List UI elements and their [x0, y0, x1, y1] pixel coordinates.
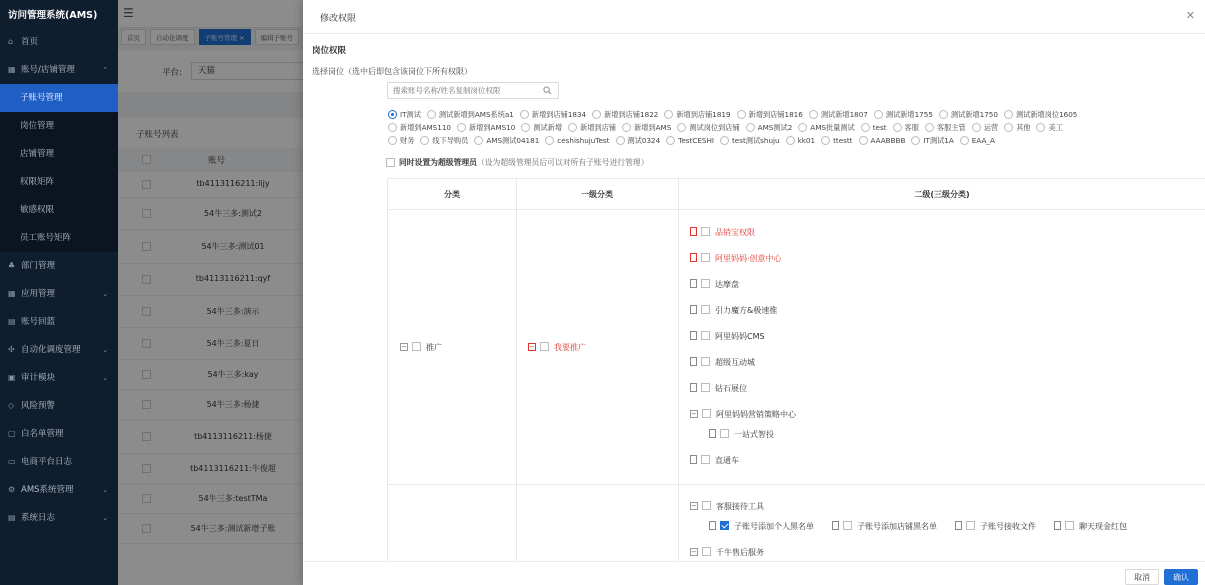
position-radio-option[interactable] — [543, 136, 609, 146]
checkbox[interactable] — [702, 547, 711, 556]
radio[interactable] — [720, 136, 729, 145]
radio[interactable] — [622, 123, 631, 132]
super-admin-checkbox[interactable] — [386, 158, 395, 167]
radio[interactable] — [1004, 110, 1013, 119]
account-name: 54牛三多:测试2 — [204, 209, 262, 218]
radio[interactable] — [677, 123, 686, 132]
file-icon — [1054, 521, 1061, 530]
account-name: 54牛三多:杨捷 — [206, 400, 260, 409]
search-icon[interactable] — [543, 86, 552, 95]
node-label: 子账号添加店铺黑名单 — [857, 522, 937, 531]
sidebar-item-label: 首页 — [21, 37, 39, 47]
position-radio-option[interactable] — [386, 123, 451, 133]
monitor-icon: ▭ — [8, 457, 16, 466]
position-label: 测试新增到AMS系统a1 — [438, 110, 514, 119]
sidebar-item-whitelist[interactable] — [0, 420, 118, 448]
position-radio-option[interactable] — [386, 110, 421, 120]
row-divider — [388, 484, 1205, 485]
level3-node[interactable] — [709, 429, 774, 441]
position-label: 运营 — [983, 123, 999, 132]
app-title: 访问管理系统(AMS) — [8, 10, 98, 21]
position-radio-option[interactable] — [566, 123, 616, 133]
position-radio-option[interactable] — [590, 110, 658, 120]
file-icon — [690, 253, 697, 262]
position-label: 新增到店铺1819 — [676, 110, 731, 119]
position-label: IT测试1A — [923, 136, 954, 145]
checkbox[interactable] — [701, 357, 710, 366]
sidebar-item-audit[interactable] — [0, 364, 118, 392]
position-radio-option[interactable] — [519, 123, 562, 133]
divider — [303, 33, 1205, 34]
sidebar-item-apps[interactable] — [0, 280, 118, 308]
checkbox-checked[interactable] — [720, 521, 729, 530]
position-radio-option[interactable] — [859, 123, 887, 133]
node-label: 直通车 — [715, 456, 739, 465]
sidebar-item-recycle[interactable] — [0, 308, 118, 336]
position-label: 新增到AMS — [634, 123, 672, 132]
node-label: 钻石展位 — [715, 384, 747, 393]
radio[interactable] — [859, 136, 868, 145]
radio[interactable] — [893, 123, 902, 132]
position-radio-option[interactable] — [891, 123, 919, 133]
node-label: 千牛售后服务 — [716, 548, 764, 557]
position-radio-option[interactable] — [518, 110, 586, 120]
sidebar-subitem-matrix[interactable]: 权限矩阵 — [0, 168, 118, 196]
checkbox[interactable] — [843, 521, 852, 530]
shield-icon: ◇ — [8, 401, 15, 410]
home-icon: ⌂ — [8, 37, 14, 46]
level3-node[interactable] — [955, 521, 1036, 533]
collapse-icon[interactable]: − — [691, 409, 697, 418]
radio[interactable] — [911, 136, 920, 145]
position-label: ceshishujuTest — [557, 136, 610, 145]
file-icon — [955, 521, 962, 530]
account-name: 54牛三多:夏日 — [206, 339, 260, 348]
collapse-icon[interactable]: − — [691, 501, 697, 510]
radio[interactable] — [972, 123, 981, 132]
sidebar-item-risk[interactable] — [0, 392, 118, 420]
grid-icon: ▦ — [8, 65, 16, 74]
sidebar-item-label: 账号回篮 — [21, 317, 56, 327]
radio[interactable] — [474, 136, 483, 145]
position-label: 测试新增岗位1605 — [1015, 110, 1078, 119]
radio[interactable] — [388, 136, 397, 145]
level2-node[interactable] — [690, 279, 739, 291]
account-name: tb4113116211:lijy — [196, 179, 270, 188]
sidebar-item-dept[interactable] — [0, 252, 118, 280]
collapse-icon[interactable]: − — [529, 342, 535, 351]
account-name: 54牛三多:测试新增子账 — [190, 524, 276, 533]
checkbox[interactable] — [701, 253, 710, 262]
account-name: 54牛三多:测试01 — [201, 242, 265, 251]
tab-subaccount[interactable]: 子账号管理 × — [199, 29, 251, 45]
collapse-icon[interactable]: − — [691, 547, 697, 556]
level3-node[interactable] — [709, 521, 814, 533]
sidebar-item-label: 自动化调度管理 — [21, 345, 81, 355]
modal-mask[interactable] — [118, 0, 305, 585]
sidebar-item-accounts[interactable] — [0, 56, 118, 84]
position-radio-option[interactable] — [614, 136, 661, 146]
level2-node[interactable] — [690, 227, 755, 239]
file-icon — [690, 383, 697, 392]
node-label: 品销宝权限 — [715, 228, 755, 237]
file-icon — [709, 429, 716, 438]
position-label: 新增到AMS10 — [468, 123, 516, 132]
level2-node[interactable] — [690, 357, 755, 369]
column-header-level1: 一级分类 — [581, 190, 613, 199]
checkbox[interactable] — [702, 409, 711, 418]
checkbox[interactable] — [701, 383, 710, 392]
position-label: 新增到店铺1816 — [748, 110, 803, 119]
position-radio-option[interactable] — [958, 136, 995, 146]
radio[interactable] — [798, 123, 807, 132]
sidebar-item-syslog[interactable] — [0, 504, 118, 532]
confirm-button[interactable]: 确认 — [1164, 569, 1198, 585]
sidebar-subitem-positions[interactable]: 岗位管理 — [0, 112, 118, 140]
level3-node[interactable] — [1054, 521, 1127, 533]
doc-icon: ▤ — [8, 317, 16, 326]
node-label: 阿里妈妈·创意中心 — [715, 254, 782, 263]
position-radio-option[interactable] — [664, 136, 714, 146]
file-icon — [690, 227, 697, 236]
position-radio-option[interactable] — [857, 136, 906, 146]
level2-node[interactable] — [690, 501, 764, 513]
account-name: tb4113116211:牛俊超 — [190, 464, 276, 473]
checkbox[interactable] — [720, 429, 729, 438]
radio[interactable] — [666, 136, 675, 145]
file-icon: ▤ — [8, 513, 16, 522]
collapse-icon[interactable]: − — [401, 342, 407, 351]
chevron-up-icon: ⌃ — [102, 66, 108, 74]
position-label: EAA_A — [971, 136, 995, 145]
position-label: AMS测试2 — [757, 123, 793, 132]
position-label: 新增到店铺1834 — [531, 110, 587, 119]
radio[interactable] — [664, 110, 673, 119]
radio[interactable] — [861, 123, 870, 132]
position-radio-option[interactable] — [472, 136, 539, 146]
radio[interactable] — [1036, 123, 1045, 132]
sidebar-item-label: 审计模块 — [21, 373, 56, 383]
gear-icon: ✣ — [8, 345, 15, 354]
position-label: kk01 — [797, 136, 816, 145]
node-label: 子账号添加个人黑名单 — [734, 522, 814, 531]
radio[interactable] — [939, 110, 948, 119]
radio[interactable] — [821, 136, 830, 145]
level2-node[interactable] — [690, 409, 796, 421]
sidebar-subitem-shops[interactable]: 店铺管理 — [0, 140, 118, 168]
node-label: 客服接待工具 — [716, 502, 764, 511]
cancel-button[interactable]: 取消 — [1125, 569, 1159, 585]
position-label: 美工 — [1048, 123, 1063, 132]
platform-label: 平台: — [162, 68, 182, 78]
position-radio-option[interactable] — [784, 136, 815, 146]
grid-icon: ▦ — [8, 289, 16, 298]
position-label: test测试shuju — [731, 136, 780, 145]
position-label: 客服 — [904, 123, 919, 132]
radio[interactable] — [592, 110, 601, 119]
position-radio-option[interactable] — [675, 123, 739, 133]
checkbox[interactable] — [966, 521, 975, 530]
file-icon — [690, 455, 697, 464]
radio[interactable] — [520, 110, 529, 119]
section-title: 岗位权限 — [312, 46, 347, 56]
menu-toggle-icon[interactable]: ☰ — [123, 6, 134, 20]
position-radio-option[interactable] — [1002, 123, 1030, 133]
position-label: AMS批量测试 — [810, 123, 855, 132]
account-name: tb4113116211:杨捷 — [194, 432, 272, 441]
level1-node-promote[interactable] — [528, 342, 586, 354]
position-label: 客服主管 — [936, 123, 966, 132]
chevron-down-icon: ⌄ — [102, 374, 108, 382]
position-radio-option[interactable] — [662, 110, 730, 120]
position-radio-option[interactable] — [735, 110, 803, 120]
level2-node[interactable] — [690, 455, 739, 467]
sidebar-item-label: 风险预警 — [21, 401, 56, 411]
column-header-account: 账号 — [208, 156, 226, 166]
platform-select[interactable]: 天猫 — [191, 62, 311, 80]
radio-selected[interactable] — [388, 110, 397, 119]
position-options-row-2 — [386, 123, 1067, 135]
position-radio-option[interactable] — [455, 123, 515, 133]
radio[interactable] — [960, 136, 969, 145]
sidebar-item-label: 应用管理 — [21, 289, 56, 299]
position-label: 其他 — [1016, 123, 1031, 132]
sidebar-item-label: 系统日志 — [21, 513, 56, 523]
list-title: 子账号列表 — [136, 130, 179, 140]
checkbox[interactable] — [1065, 521, 1074, 530]
level2-node[interactable] — [690, 547, 764, 559]
position-radio-option[interactable] — [386, 136, 414, 146]
sidebar-item-label: 账号/店铺管理 — [21, 65, 75, 75]
position-label: 测试新增1755 — [885, 110, 933, 119]
position-label: 测试0324 — [627, 136, 661, 145]
position-label: 测试新增 — [533, 123, 563, 132]
category-node-promotion[interactable] — [400, 342, 442, 354]
file-icon — [690, 279, 697, 288]
node-label: 阿里妈妈CMS — [715, 332, 765, 341]
position-label: ttestt — [833, 136, 853, 145]
position-radio-option[interactable] — [1002, 110, 1077, 120]
chevron-down-icon: ⌄ — [102, 290, 108, 298]
account-name: tb4113116211:qyf — [195, 274, 271, 283]
node-label: 引力魔方&极速推 — [715, 306, 778, 315]
column-header-level2: 二级(三级分类) — [914, 190, 970, 199]
column-divider — [516, 179, 517, 585]
tab-scheduler[interactable]: 自动化调度 — [150, 29, 195, 45]
file-icon — [690, 305, 697, 314]
radio[interactable] — [545, 136, 554, 145]
position-label: 新增到店铺 — [580, 123, 617, 132]
sidebar-item-label: AMS系统管理 — [21, 485, 74, 495]
file-icon — [690, 331, 697, 340]
tab-edit-subaccount[interactable]: 编辑子账号 — [255, 29, 300, 45]
position-radio-option[interactable] — [620, 123, 671, 133]
sidebar-item-label: 白名单管理 — [21, 429, 64, 439]
position-radio-option[interactable] — [425, 110, 514, 120]
drawer-footer — [303, 561, 1205, 585]
level2-node[interactable] — [690, 253, 782, 265]
sidebar-item-ecom-log[interactable] — [0, 448, 118, 476]
level2-node[interactable] — [690, 383, 747, 395]
position-label: 测试新增1750 — [950, 110, 998, 119]
node-label: 子账号接收文件 — [980, 522, 1036, 531]
position-label: IT测试 — [400, 110, 421, 119]
account-name: 54牛三多:演示 — [206, 307, 260, 316]
copy-permission-search-input[interactable] — [387, 82, 559, 99]
position-radio-option[interactable] — [807, 110, 868, 120]
column-header-category: 分类 — [444, 190, 460, 199]
position-label: 线下导购员 — [432, 136, 469, 145]
position-options-row-3 — [386, 136, 999, 148]
checkbox[interactable] — [701, 227, 710, 236]
permission-table — [387, 178, 1205, 585]
table-header — [388, 179, 1205, 210]
super-admin-label: 同时设置为超级管理员 — [399, 158, 477, 167]
node-label: 达摩盘 — [715, 280, 739, 289]
position-radio-option[interactable] — [923, 123, 966, 133]
checkbox[interactable] — [701, 331, 710, 340]
sidebar-item-label: 部门管理 — [21, 261, 56, 271]
sidebar-item-ams-admin[interactable] — [0, 476, 118, 504]
level3-node[interactable] — [832, 521, 937, 533]
node-label: 阿里妈妈营销策略中心 — [716, 410, 796, 419]
position-label: 测试新增1807 — [820, 110, 868, 119]
node-label: 超级互动城 — [715, 358, 755, 367]
settings-icon: ⚙ — [8, 485, 16, 494]
super-admin-hint: （设为超级管理员后可以对所有子账号进行管理） — [476, 158, 649, 167]
node-label: 聊天现金红包 — [1079, 522, 1127, 531]
radio[interactable] — [746, 123, 755, 132]
level2-node[interactable] — [690, 305, 777, 317]
checkbox[interactable] — [412, 342, 421, 351]
checkbox[interactable] — [702, 501, 711, 510]
checkbox[interactable] — [701, 305, 710, 314]
position-radio-option[interactable] — [909, 136, 953, 146]
position-radio-option[interactable] — [937, 110, 998, 120]
radio[interactable] — [874, 110, 883, 119]
list-icon: ▢ — [8, 429, 16, 438]
checkbox[interactable] — [701, 279, 710, 288]
position-label: TestCESHI — [678, 136, 714, 145]
position-radio-option[interactable] — [744, 123, 793, 133]
org-icon: ♣ — [8, 261, 16, 270]
file-icon — [832, 521, 839, 530]
level2-node[interactable] — [690, 331, 765, 343]
radio[interactable] — [809, 110, 818, 119]
account-name: 54牛三多:testTMa — [198, 494, 268, 503]
radio[interactable] — [427, 110, 436, 119]
chevron-down-icon: ⌄ — [102, 486, 108, 494]
super-admin-option[interactable] — [386, 157, 649, 168]
node-label: 推广 — [426, 343, 442, 352]
radio[interactable] — [521, 123, 530, 132]
file-icon — [690, 357, 697, 366]
checkbox[interactable] — [701, 455, 710, 464]
sidebar-subitem-subaccount[interactable]: 子账号管理 — [0, 84, 118, 112]
position-label: AAABBBB — [870, 136, 906, 145]
radio[interactable] — [925, 123, 934, 132]
position-label: 新增到AMS110 — [400, 123, 451, 132]
drawer-title: 修改权限 — [320, 14, 357, 24]
column-divider — [678, 179, 679, 585]
tab-home[interactable]: 首页 — [121, 29, 146, 45]
radio[interactable] — [388, 123, 397, 132]
chevron-down-icon: ⌄ — [102, 514, 108, 522]
radio[interactable] — [420, 136, 429, 145]
sidebar-item-scheduler[interactable] — [0, 336, 118, 364]
radio[interactable] — [1004, 123, 1013, 132]
position-radio-option[interactable] — [418, 136, 468, 146]
sidebar-subitem-staff-matrix[interactable]: 员工账号矩阵 — [0, 224, 118, 252]
position-radio-option[interactable] — [1034, 123, 1062, 133]
radio[interactable] — [568, 123, 577, 132]
radio[interactable] — [786, 136, 795, 145]
position-radio-option[interactable] — [796, 123, 854, 133]
close-icon[interactable]: ✕ — [1185, 9, 1195, 22]
account-name: 54牛三多:kay — [207, 370, 259, 379]
calendar-icon: ▣ — [8, 373, 16, 382]
node-label: 一站式智投 — [734, 430, 774, 439]
sidebar — [0, 0, 118, 585]
sidebar-subitem-sensitive[interactable]: 敏感权限 — [0, 196, 118, 224]
edit-permission-drawer — [303, 0, 1205, 585]
position-radio-option[interactable] — [718, 136, 780, 146]
node-label: 我要推广 — [554, 343, 586, 352]
position-options-row-1 — [386, 110, 1081, 122]
position-label: AMS测试04181 — [486, 136, 540, 145]
section-description: 选择岗位（选中后即包含该岗位下所有权限） — [312, 67, 472, 76]
position-radio-option[interactable] — [819, 136, 852, 146]
position-radio-option[interactable] — [970, 123, 998, 133]
sidebar-item-home[interactable] — [0, 28, 118, 56]
position-label: 新增到店铺1822 — [604, 110, 659, 119]
checkbox[interactable] — [540, 342, 549, 351]
chevron-down-icon: ⌄ — [102, 346, 108, 354]
sidebar-item-label: 电商平台日志 — [21, 457, 73, 467]
radio[interactable] — [616, 136, 625, 145]
radio[interactable] — [737, 110, 746, 119]
position-label: test — [872, 123, 887, 132]
position-label: 财务 — [400, 136, 415, 145]
radio[interactable] — [457, 123, 466, 132]
file-icon — [709, 521, 716, 530]
position-label: 测试岗位到店铺 — [689, 123, 740, 132]
position-radio-option[interactable] — [872, 110, 933, 120]
